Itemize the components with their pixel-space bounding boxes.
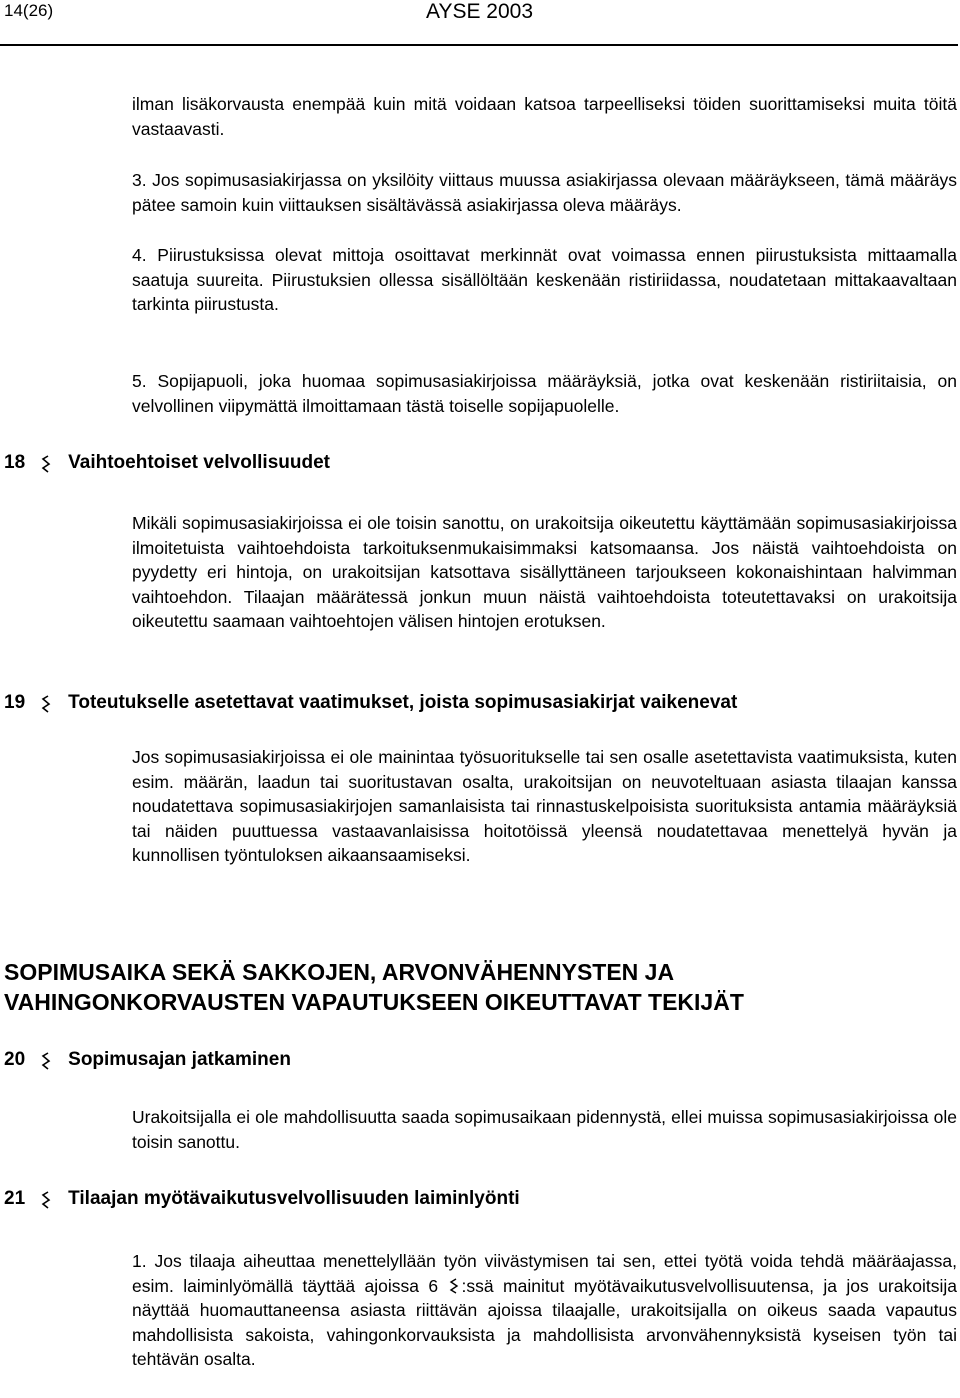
section-21-item-1-part-1: 1. Jos tilaaja aiheuttaa menettelyllään työn viivästymisen tai sen, ettei työtä voida tehdä määräajassa, esim. laiminlyömällä täyttää ajoissa 6 <box>132 1251 957 1296</box>
section-sign-icon <box>39 1187 53 1211</box>
chapter-title-line-1: SOPIMUSAIKA SEKÄ SAKKOJEN, ARVONVÄHENNYSTEN JA <box>4 959 675 985</box>
item-5-paragraph: 5. Sopijapuoli, joka huomaa sopimusasiakirjoissa määräyksiä, jotka ovat keskenään ristiriitaisia, on velvollinen viipymättä ilmoittamaan tästä toiselle sopijapuolelle. <box>132 371 957 416</box>
section-21-number: 21 <box>4 1188 26 1209</box>
section-21-heading <box>4 1187 520 1211</box>
section-19-body: Jos sopimusasiakirjoissa ei ole mainintaa työsuoritukselle tai sen osalle asetettavista vaatimuksista, kuten esim. määrän, laadun tai suoritustavan osalta, urakoitsijan on neuvoteltuaan asiasta tilaajan kanssa noudatettava sopimusasiakirjojen samanlaisista tai rinnastuskelpoisista suorituksista antamia määräyksiä tai näiden puuttuessa vastaavanlaisissa hoitotöissä yleensä noudatettavaa menettelyä hyvän ja kunnollisen työntuloksen aikaansaamiseksi. <box>132 747 957 866</box>
intro-paragraph: ilman lisäkorvausta enempää kuin mitä voidaan katsoa tarpeelliseksi töiden suorittamiseksi muita töitä vastaavasti. <box>132 94 957 139</box>
section-21-item-1 <box>132 1249 957 1372</box>
section-19-title: Toteutukselle asetettavat vaatimukset, joista sopimusasiakirjat vaikenevat <box>68 692 738 713</box>
section-18-body: Mikäli sopimusasiakirjoissa ei ole toisin sanottu, on urakoitsija oikeutettu käyttämään sopimusasiakirjoissa ilmoitetuista vaihtoehdoista tarkoituksenmukaisimmaksi katsomaansa. Jos näistä vaihtoehdoista on pyydetty eri hintoja, on urakoitsijan katsottava sisällyttäneen tarjoukseen kokonaishintaan halvimman vaihtoehdon. Tilaajan määrätessä jonkun muun näistä vaihtoehdoista toteutettavaksi on urakoitsija oikeutettu saamaan vaihtoehtojen välisen hintojen erotuksen. <box>132 513 957 632</box>
section-19-number: 19 <box>4 692 26 713</box>
section-18-heading <box>4 451 330 475</box>
section-sign-icon <box>39 691 53 715</box>
section-20-body: Urakoitsijalla ei ole mahdollisuutta saada sopimusaikaan pidennystä, ellei muissa sopimusasiakirjoissa ole toisin sanottu. <box>132 1107 957 1152</box>
section-sign-icon <box>39 1048 53 1072</box>
section-20-number: 20 <box>4 1049 26 1070</box>
section-20-title: Sopimusajan jatkaminen <box>68 1049 291 1070</box>
chapter-title-line-2: VAHINGONKORVAUSTEN VAPAUTUKSEEN OIKEUTTAVAT TEKIJÄT <box>4 989 744 1015</box>
item-4-paragraph: 4. Piirustuksissa olevat mittoja osoittavat merkinnät ovat voimassa ennen piirustuksista mittaamalla saatuja suureita. Piirustuksien ollessa sisällöltään keskenään ristiriidassa, noudatetaan mittakaavaltaan tarkinta piirustusta. <box>132 245 957 315</box>
section-18-title: Vaihtoehtoiset velvollisuudet <box>68 452 330 473</box>
section-sign-icon <box>39 451 53 475</box>
section-20-heading <box>4 1048 291 1072</box>
section-21-title: Tilaajan myötävaikutusvelvollisuuden laiminlyönti <box>68 1188 520 1209</box>
section-sign-icon <box>448 1276 460 1292</box>
document-title: AYSE 2003 <box>426 0 534 23</box>
header-divider <box>0 44 958 46</box>
section-21-item-1-part-2: :ssä mainitut myötävaikutusvelvollisuutensa, ja jos urakoitsija näyttää huomauttaneensa asiasta riittävän ajoissa tilaajalle, urakoitsijalla on oikeus saada vapautus mahdollisista sakoista, vahingonkorvauksista ja mahdollisista arvonvähennyksistä kyseisen työn tai tehtävän osalta. <box>132 1275 957 1370</box>
section-18-number: 18 <box>4 452 26 473</box>
section-19-heading <box>4 691 737 715</box>
item-3-paragraph: 3. Jos sopimusasiakirjassa on yksilöity viittaus muussa asiakirjassa olevaan määräykseen, tämä määräys pätee samoin kuin viittauksen sisältävässä asiakirjassa oleva määräys. <box>132 170 957 215</box>
page-number: 14(26) <box>4 1 54 20</box>
